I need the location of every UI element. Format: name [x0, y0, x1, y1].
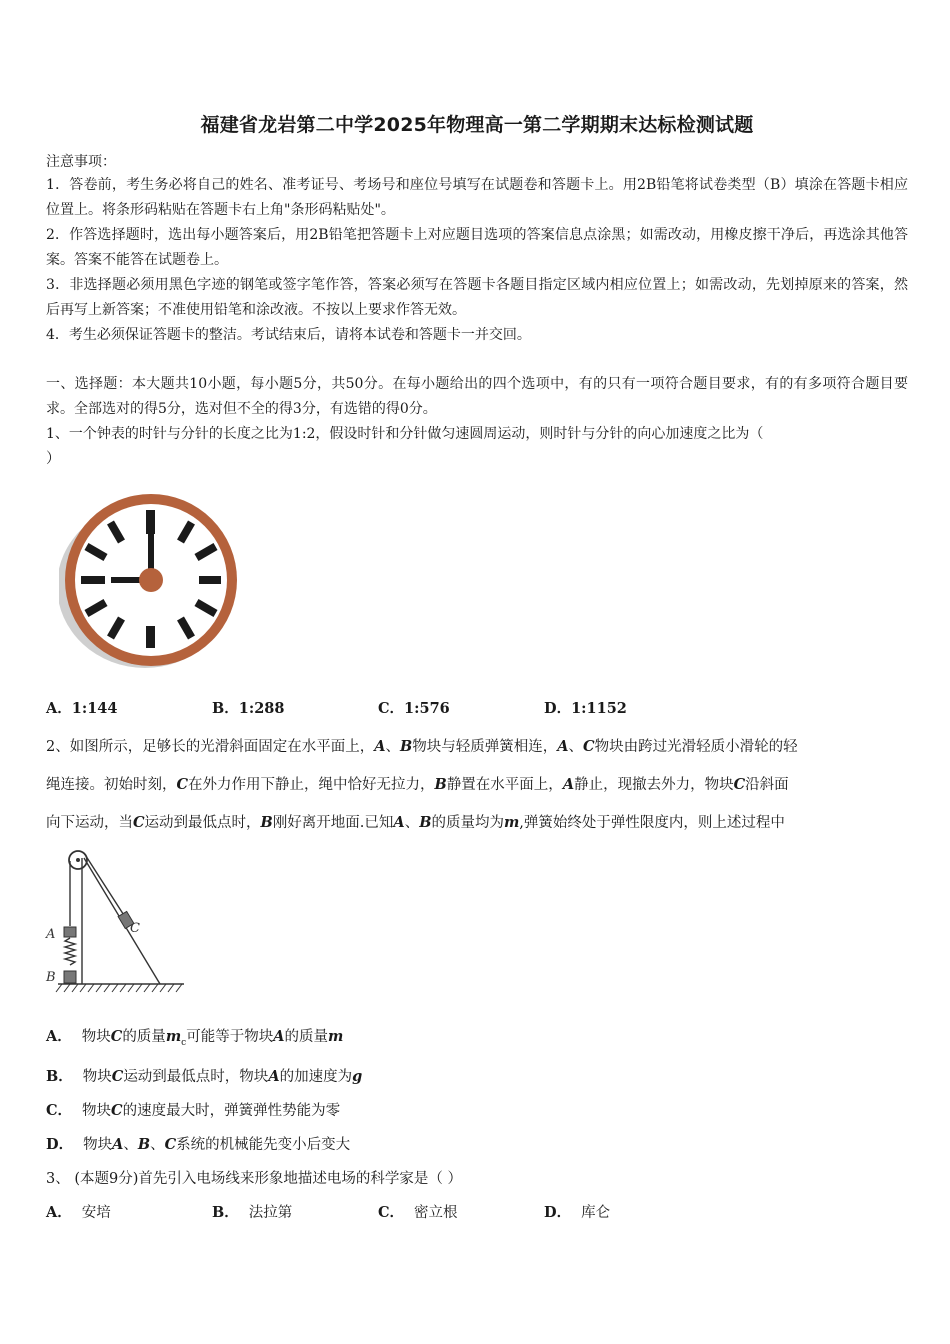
q1-option-b[interactable]: B．1:288	[212, 700, 285, 717]
clock-hub	[139, 568, 163, 592]
q1-option-a[interactable]: A．1:144	[46, 700, 118, 717]
pulley-axle	[76, 858, 80, 862]
exam-title: 福建省龙岩第二中学2025年物理高一第二学期期末达标检测试题	[200, 114, 754, 136]
ground-hatch	[56, 984, 182, 992]
tick-3	[199, 576, 221, 584]
label-a: A	[46, 927, 56, 942]
tick-9	[81, 576, 105, 584]
q2-option-a[interactable]: A． 物块C的质量$m_c$可能等于物块A的质量m	[46, 1028, 344, 1048]
q3-options	[46, 1196, 908, 1230]
q1-options	[46, 697, 908, 718]
note-item-4: 4．考生必须保证答题卡的整洁。考试结束后，请将本试卷和答题卡一并交回。	[46, 327, 531, 343]
q1-paren-close: ）	[46, 451, 61, 467]
label-c: C	[130, 921, 140, 936]
q3-option-d[interactable]: D． 库仑	[544, 1203, 611, 1221]
q2-option-c[interactable]: C． 物块C的速度最大时，弹簧弹性势能为零	[46, 1101, 341, 1119]
spring	[65, 938, 75, 965]
q2-option-b[interactable]: B． 物块C运动到最低点时，物块A的加速度为g	[46, 1067, 363, 1085]
q1-stem: 1、一个钟表的时针与分针的长度之比为1:2，假设时针和分针做匀速圆周运动，则时针与分针的向心加速度之比为（	[46, 426, 764, 442]
clock-icon	[59, 494, 241, 670]
incline-pulley-diagram	[44, 846, 190, 998]
label-b: B	[46, 970, 56, 985]
notes-heading: 注意事项：	[46, 154, 116, 170]
tick-6	[146, 626, 155, 648]
rope-to-c	[84, 853, 127, 920]
clock-figure	[59, 494, 241, 670]
q2-stem-line-3: 向下运动，当C运动到最低点时，B刚好离开地面.已知A、B的质量均为m,弹簧始终处于弹性限度内，则上述过程中	[46, 814, 785, 831]
q3-option-c[interactable]: C． 密立根	[378, 1203, 458, 1221]
block-b	[64, 971, 76, 983]
q3-stem: 3、 (本题9分)首先引入电场线来形象地描述电场的科学家是（ ）	[46, 1170, 462, 1187]
note-item-1: 1．答卷前，考生务必将自己的姓名、准考证号、考场号和座位号填写在试题卷和答题卡上。用2B铅笔将试卷类型（B）填涂在答题卡相应位置上。将条形码粘贴在答题卡右上角"条形码粘贴处"。	[46, 177, 908, 218]
q3-option-a[interactable]: A． 安培	[46, 1203, 111, 1221]
q1-option-c[interactable]: C．1:576	[378, 700, 450, 717]
q3-option-b[interactable]: B． 法拉第	[212, 1203, 293, 1221]
block-a	[64, 927, 76, 937]
q2-option-d[interactable]: D． 物块A、B、C系统的机械能先变小后变大	[46, 1135, 351, 1153]
note-item-3: 3．非选择题必须用黑色字迹的钢笔或签字笔作答，答案必须写在答题卡各题目指定区域内相应位置上；如需改动，先划掉原来的答案，然后再写上新答案；不准使用铅笔和涂改液。不按以上要求作答无效。	[46, 277, 908, 318]
section-heading: 一、选择题：本大题共10小题，每小题5分，共50分。在每小题给出的四个选项中，有的只有一项符合题目要求，有的有多项符合题目要求。全部选对的得5分，选对但不全的得3分，有选错的得0分。	[46, 376, 908, 417]
q1-option-d[interactable]: D．1:1152	[544, 700, 627, 717]
note-item-2: 2．作答选择题时，选出每小题答案后，用2B铅笔把答题卡上对应题目选项的答案信息点涂黑；如需改动，用橡皮擦干净后，再选涂其他答案。答案不能答在试题卷上。	[46, 227, 908, 268]
q2-stem-line-2: 绳连接。初始时刻，C在外力作用下静止，绳中恰好无拉力，B静置在水平面上，A静止，现撤去外力，物块C沿斜面	[46, 776, 789, 793]
q2-stem-line-1: 2、如图所示，足够长的光滑斜面固定在水平面上，A、B物块与轻质弹簧相连，A、C物块由跨过光滑轻质小滑轮的轻	[46, 738, 798, 755]
incline-figure	[44, 846, 190, 998]
